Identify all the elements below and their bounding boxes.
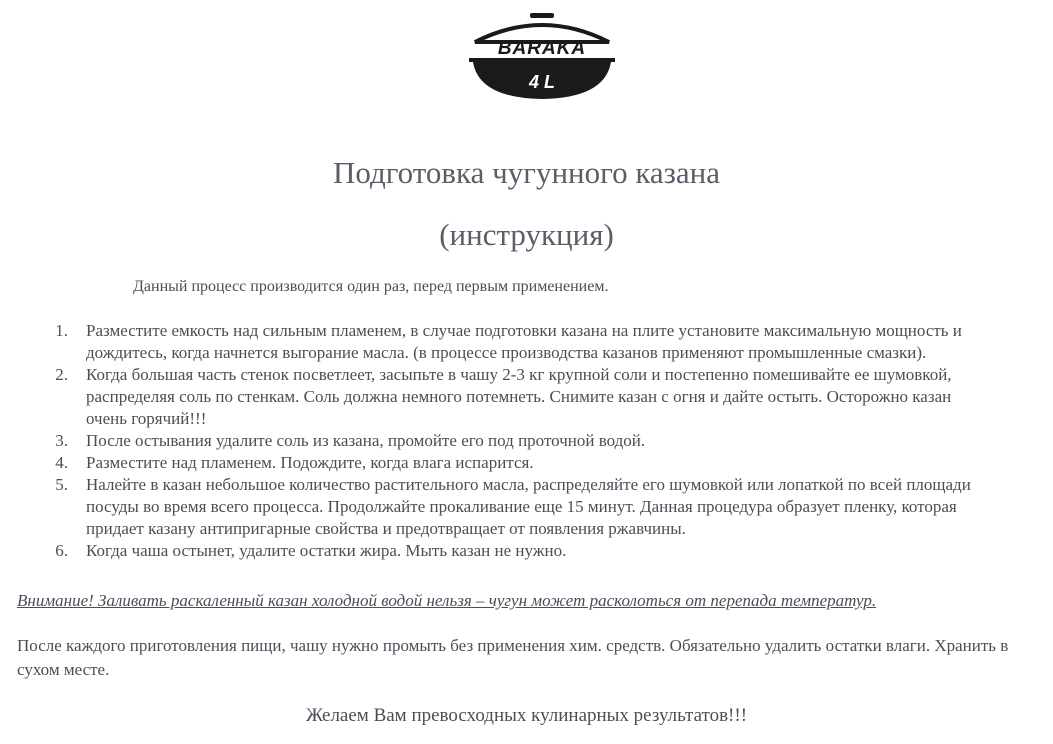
step-text: Налейте в казан небольшое количество растительного масла, распределяйте его шумовкой или лопаткой по всей площади посуды во время всего процесса. Продолжайте прокаливание еще 15 минут. Данная процедура образует пленку, которая придает казану антипригарные свойства и предотвращает от появления ржавчины. xyxy=(86,475,971,538)
step-number: 3. xyxy=(55,431,68,450)
step-item xyxy=(0,474,986,540)
intro-text: Данный процесс производится один раз, перед первым применением. xyxy=(133,278,609,295)
document-title: Подготовка чугунного казана xyxy=(332,155,721,190)
step-item xyxy=(0,320,986,364)
warning-note: Внимание! Заливать раскаленный казан холодной водой нельзя – чугун может расколоться от перепада температур. xyxy=(17,591,877,610)
step-item xyxy=(0,452,986,474)
step-item xyxy=(0,364,986,430)
step-text: Разместите над пламенем. Подождите, когда влага испарится. xyxy=(86,453,534,472)
step-number: 4. xyxy=(55,453,68,472)
lid-knob xyxy=(530,13,554,18)
after-care-text: После каждого приготовления пищи, чашу нужно промыть без применения хим. средств. Обязательно удалить остатки влаги. Хранить в сухом месте. xyxy=(17,636,1009,679)
step-text: Разместите емкость над сильным пламенем, в случае подготовки казана на плите установите максимальную мощность и дождитесь, когда начнется выгорание масла. (в процессе производства казанов применяют промышленные смазки). xyxy=(86,321,962,362)
step-number: 6. xyxy=(55,541,68,560)
step-item xyxy=(0,540,986,562)
step-text: После остывания удалите соль из казана, промойте его под проточной водой. xyxy=(86,431,646,450)
step-text: Когда чаша остынет, удалите остатки жира. Мыть казан не нужно. xyxy=(86,541,567,560)
step-number: 1. xyxy=(55,321,68,340)
step-item xyxy=(0,430,986,452)
closing-wish: Желаем Вам превосходных кулинарных результатов!!! xyxy=(305,705,748,726)
logo-brand: BARAKA xyxy=(497,38,587,59)
step-number: 5. xyxy=(55,475,68,494)
logo-volume: 4 L xyxy=(528,72,556,92)
instruction-steps xyxy=(0,320,986,562)
baraka-logo xyxy=(467,10,617,102)
step-text: Когда большая часть стенок посветлеет, засыпьте в чашу 2-3 кг крупной соли и постепенно помешивайте ее шумовкой, распределяя соль по стенкам. Соль должна немного потемнеть. Снимите казан с огня и дайте остыть. Осторожно казан очень горячий!!! xyxy=(86,365,952,428)
step-number: 2. xyxy=(55,365,68,384)
document-subtitle: (инструкция) xyxy=(439,217,614,252)
